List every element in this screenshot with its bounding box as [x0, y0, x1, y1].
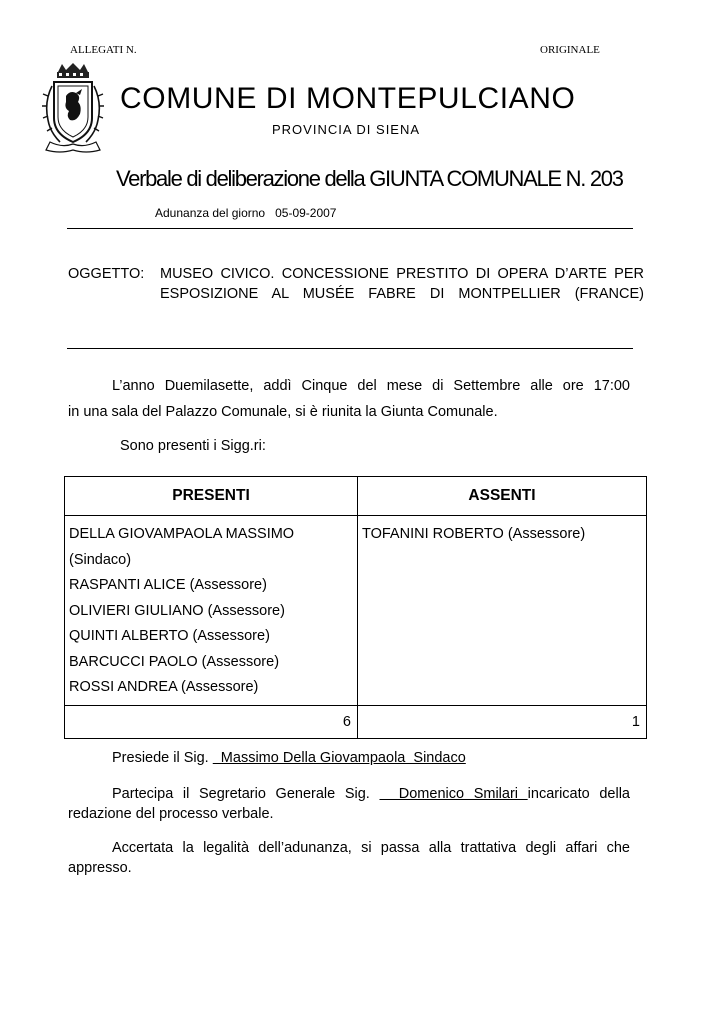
intro-line-1: L’anno Duemilasette, addì Cinque del mese di Settembre alle ore 17:00 — [112, 378, 630, 394]
list-item: (Sindaco) — [69, 551, 132, 568]
secretary-suffix: incaricato della — [527, 786, 630, 802]
presenti-count: 6 — [65, 705, 358, 738]
secretary-line-2: redazione del processo verbale. — [68, 806, 274, 822]
meeting-date-line — [155, 206, 346, 220]
subject-line-2: ESPOSIZIONE AL MUSÉE FABRE DI MONTPELLIER (FRANCE) — [160, 286, 644, 302]
presiding-name: Massimo Della Giovampaola Sindaco — [212, 750, 466, 766]
list-item: ROSSI ANDREA (Assessore) — [69, 679, 259, 695]
attendance-table — [64, 476, 647, 739]
attendance-count-row — [65, 705, 647, 738]
header-divider — [67, 228, 633, 229]
subject-line-1: MUSEO CIVICO. CONCESSIONE PRESTITO DI OPERA D’ARTE PER — [160, 266, 644, 282]
province-subtitle: PROVINCIA DI SIENA — [272, 122, 421, 137]
meeting-date-label: Adunanza del giorno — [155, 206, 266, 220]
list-item: TOFANINI ROBERTO (Assessore) — [362, 526, 586, 542]
presiding-line — [112, 748, 466, 768]
subject-text — [160, 264, 644, 304]
assenti-count: 1 — [358, 705, 647, 738]
intro-paragraph — [68, 376, 630, 422]
allegati-label: ALLEGATI N. — [70, 44, 137, 56]
list-item: RASPANTI ALICE (Assessore) — [69, 577, 267, 593]
attendance-names-row — [65, 516, 647, 706]
secretary-paragraph — [68, 784, 630, 824]
list-item: DELLA GIOVAMPAOLA MASSIMO — [69, 526, 295, 542]
list-item: QUINTI ALBERTO (Assessore) — [69, 628, 270, 644]
secretary-line-1 — [68, 784, 630, 804]
subject-divider — [67, 348, 633, 349]
presenti-header: PRESENTI — [65, 477, 358, 516]
originale-label: ORIGINALE — [540, 44, 600, 56]
list-item: OLIVIERI GIULIANO (Assessore) — [69, 602, 285, 619]
meeting-date-value: 05-09-2007 — [275, 206, 337, 220]
secretary-name: Domenico Smilari — [379, 786, 528, 802]
assenti-list — [358, 516, 647, 706]
secretary-prefix: Partecipa il Segretario Generale Sig. — [112, 786, 370, 802]
presenti-list — [65, 516, 358, 706]
intro-line-2: in una sala del Palazzo Comunale, si è riunita la Giunta Comunale. — [68, 404, 498, 420]
legality-paragraph — [68, 838, 630, 878]
legality-line-1: Accertata la legalità dell’adunanza, si passa alla trattativa degli affari che — [112, 840, 630, 856]
resolution-heading: Verbale di deliberazione della GIUNTA COMUNALE N. 203 — [116, 166, 623, 191]
attendees-intro: Sono presenti i Sigg.ri: — [120, 438, 266, 454]
presiding-prefix: Presiede il Sig. — [112, 750, 209, 766]
assenti-header: ASSENTI — [358, 477, 647, 516]
municipal-crest-icon — [40, 62, 106, 154]
legality-line-2: appresso. — [68, 860, 132, 876]
municipality-title: COMUNE DI MONTEPULCIANO — [120, 82, 576, 115]
attendance-header-row — [65, 477, 647, 516]
subject-label: OGGETTO: — [68, 266, 145, 282]
list-item: BARCUCCI PAOLO (Assessore) — [69, 653, 280, 670]
